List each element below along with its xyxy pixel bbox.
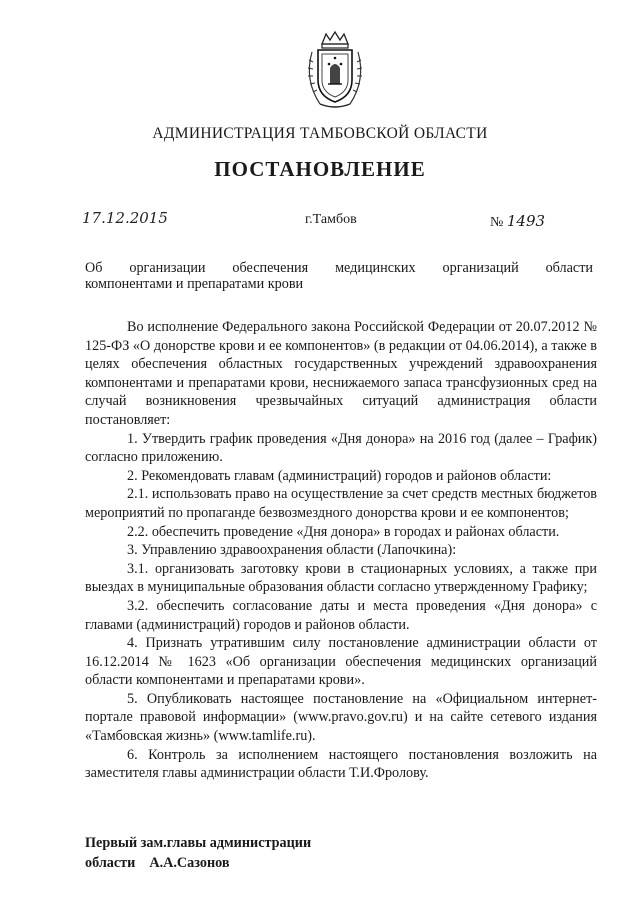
body-paragraph: 3.1. организовать заготовку крови в стационарных условиях, а также при выездах в муниципальные образования области согласно утвержденному Графику; [85,560,597,596]
document-place: г.Тамбов [305,212,357,227]
body-paragraph: 5. Опубликовать настоящее постановление на «Официальном интернет-портале правовой информации» (www.pravo.gov.ru) и на сайте сетевого издания «Тамбовская жизнь» (www.tamlife.ru). [85,690,597,745]
body-paragraph: 6. Контроль за исполнением настоящего постановления возложить на заместителя главы администрации области Т.И.Фролову. [85,746,597,782]
signatory-name: А.А.Сазонов [149,855,230,871]
number-prefix: № [490,215,504,230]
subject-line-1: Об организации обеспечения медицинских организаций области [85,260,593,276]
document-number [490,212,545,231]
body-paragraph: 4. Признать утратившим силу постановление администрации области от 16.12.2014 № 1623 «Об организации обеспечения медицинских организаций области компонентами и препаратами крови». [85,635,597,689]
number-value: 1493 [506,212,546,230]
organization-name: АДМИНИСТРАЦИЯ ТАМБОВСКОЙ ОБЛАСТИ [152,125,488,142]
document-date: 17.12.2015 [82,209,168,227]
coat-of-arms-icon [300,30,370,112]
document-body [85,318,597,783]
signatory-line [85,853,385,873]
body-paragraph: 1. Утвердить график проведения «Дня донора» на 2016 год (далее – График) согласно приложению. [85,430,597,466]
signatory-title-cont: области [85,855,136,871]
body-paragraph: 3. Управлению здравоохранения области (Лапочкина): [127,542,457,559]
body-paragraph: 3.2. обеспечить согласование даты и места проведения «Дня донора» с главами (администраций) городов и районов области. [85,597,597,633]
body-paragraph: 2. Рекомендовать главам (администраций) городов и районов области: [127,467,552,484]
document-type: ПОСТАНОВЛЕНИЕ [214,157,426,181]
body-paragraph: 2.2. обеспечить проведение «Дня донора» в городах и районах области. [127,523,560,540]
signature-block [85,833,385,873]
subject-line-2: компонентами и препаратами крови [85,276,304,292]
body-paragraph: 2.1. использовать право на осуществление за счет средств местных бюджетов мероприятий по пропаганде безвозмездного донорства крови и ее компонентов; [85,486,597,521]
document-subject [85,260,593,292]
body-paragraph: Во исполнение Федерального закона Российской Федерации от 20.07.2012 № 125-ФЗ «О донорстве крови и ее компонентов» (в редакции от 04.06.2014), а также в целях обеспечения областных государственных учреждений здравоохранения компонентами и препаратами крови, неснижаемого запаса трансфузионных сред на случай возникновения чрезвычайных ситуаций администрация области постановляет: [85,319,597,428]
signatory-title: Первый зам.главы администрации [85,835,312,851]
